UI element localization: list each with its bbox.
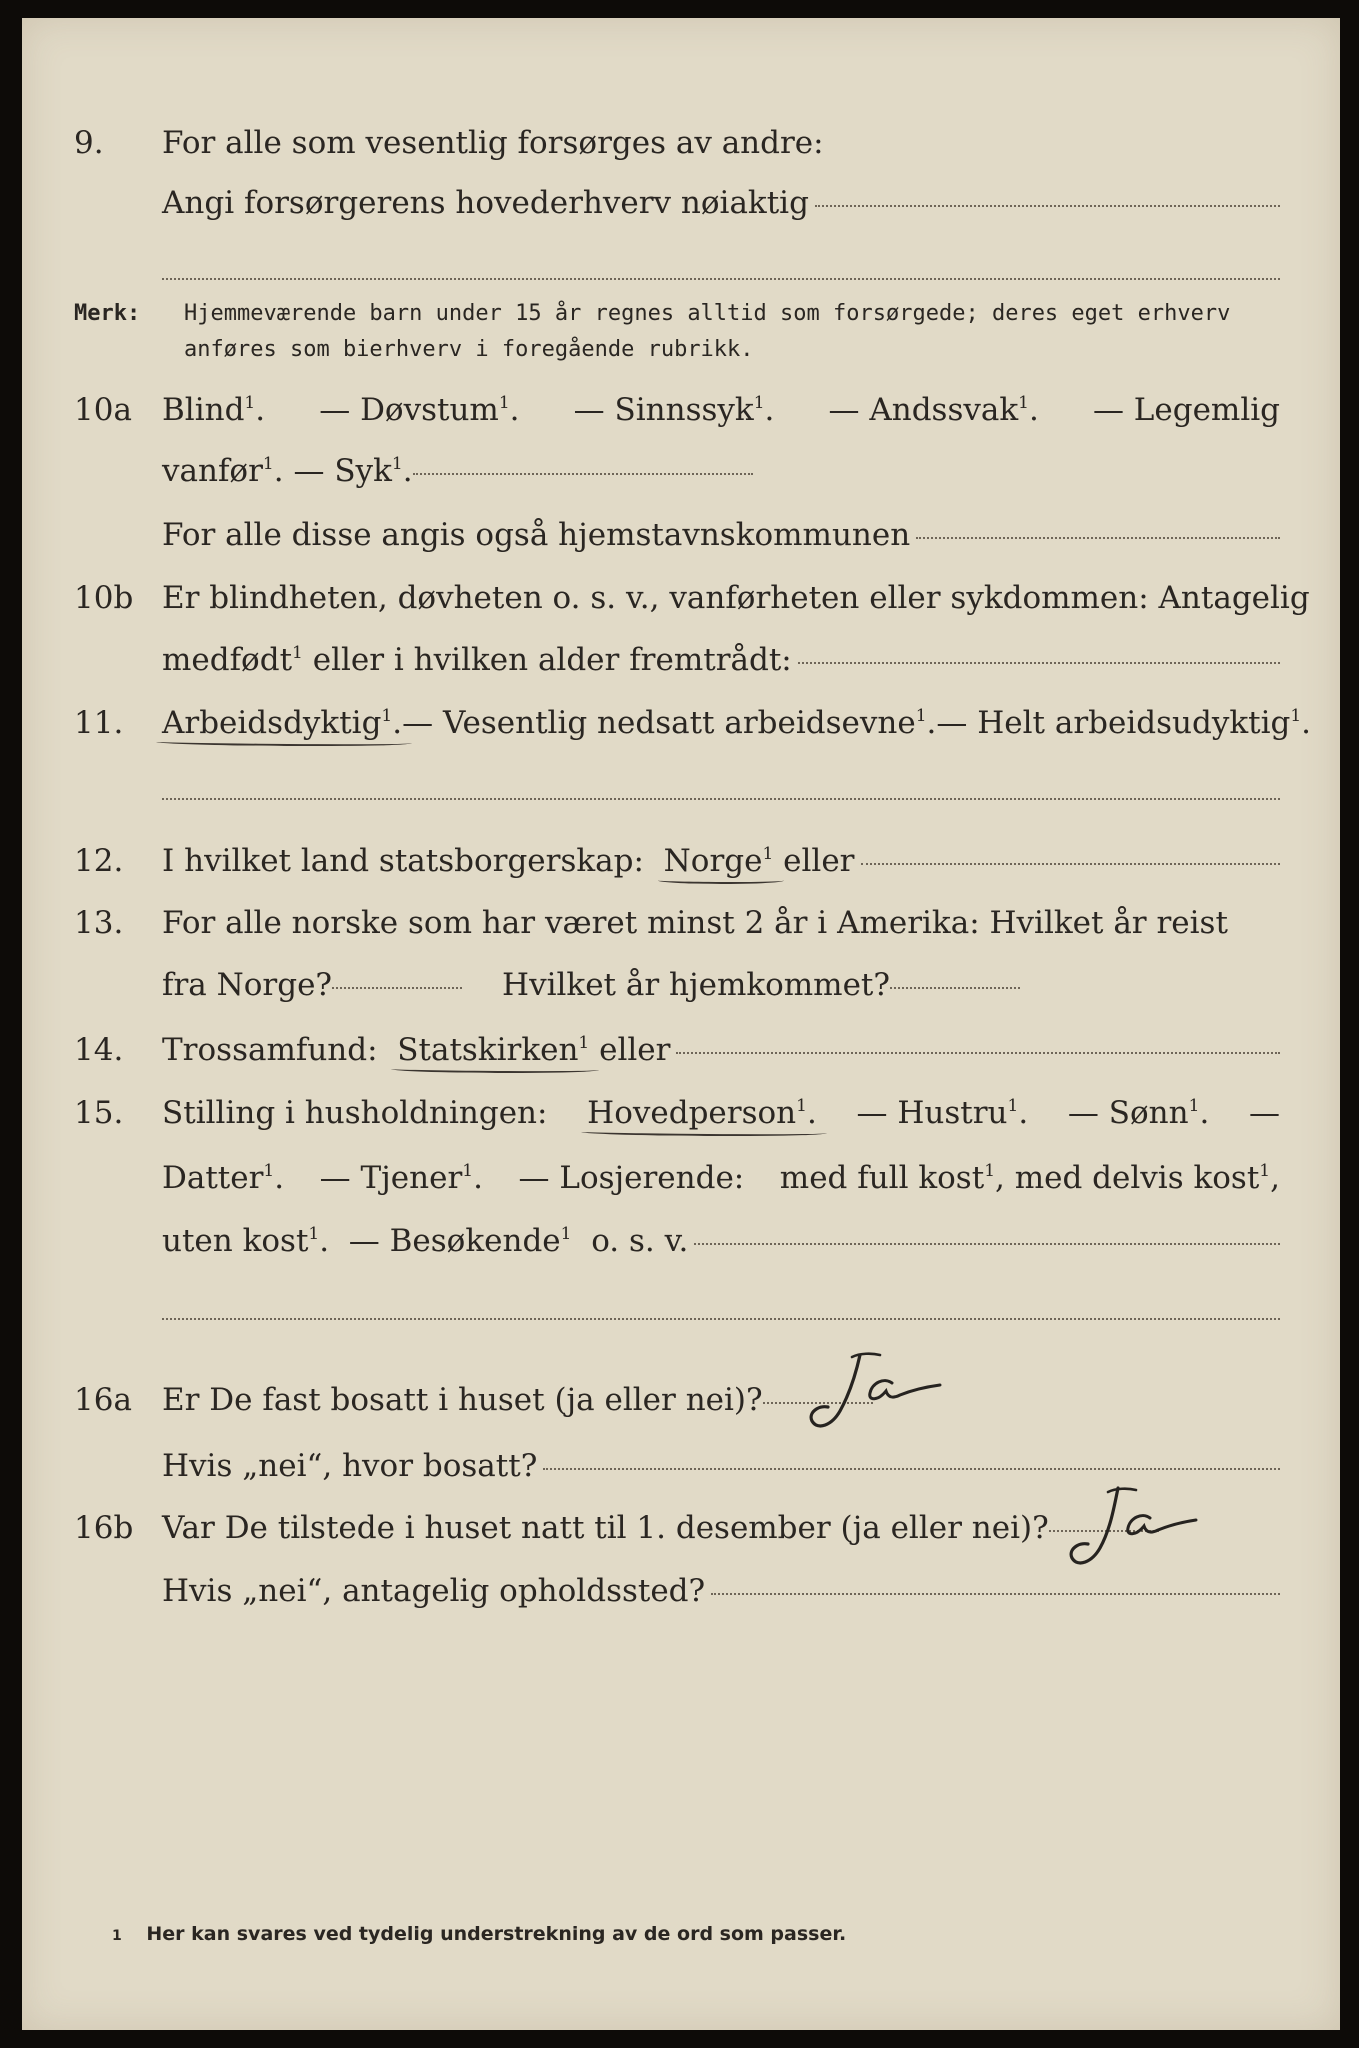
q10a-line-3 <box>22 510 1340 560</box>
q15-other-field[interactable] <box>694 1243 1280 1245</box>
q13-hjem-field[interactable] <box>890 987 1020 989</box>
q10a-number: 10a <box>74 392 132 428</box>
q14-prompt: Trossamfund: <box>162 1032 378 1068</box>
q9-number: 9. <box>74 125 104 161</box>
q12-number: 12. <box>74 843 124 879</box>
q13-line-2 <box>22 960 1340 1010</box>
q11-extra-line[interactable] <box>162 798 1280 800</box>
q15-opt-hustru[interactable]: — Hustru$^1$. <box>856 1095 1029 1131</box>
q14-answer-statskirken[interactable]: Statskirken$^1$ <box>397 1025 589 1075</box>
q10a-opt-legemlig[interactable]: — Legemlig <box>1092 392 1280 428</box>
q15-number: 15. <box>74 1095 124 1131</box>
q14-line <box>22 1025 1340 1075</box>
q10a-line-2 <box>22 446 1340 496</box>
q10b-question: Er blindheten, døvheten o. s. v., vanførheten eller sykdommen: Antagelig <box>162 580 1310 616</box>
q16a-bosatt-field[interactable] <box>543 1468 1280 1470</box>
q13-question: For alle norske som har været minst 2 år i Amerika: Hvilket år reist <box>162 905 1228 941</box>
q15-opt-besokende[interactable]: — Besøkende$^1$ <box>348 1223 572 1259</box>
q10b-alder-prompt: eller i hvilken alder fremtrådt: <box>312 642 792 678</box>
q14-eller: eller <box>599 1032 671 1068</box>
q11-number: 11. <box>74 705 124 741</box>
q11-opt-nedsatt[interactable]: — Vesentlig nedsatt arbeidsevne$^1$. <box>402 705 937 741</box>
q14-other-field[interactable] <box>676 1052 1280 1054</box>
q16b-nei-prompt: Hvis „nei“, antagelig opholdssted? <box>162 1573 706 1609</box>
q16a-handwritten-ja <box>800 1343 950 1443</box>
q13-number: 13. <box>74 905 124 941</box>
q15-line-3 <box>22 1216 1340 1266</box>
q15-dash: — <box>1249 1095 1280 1131</box>
q12-prompt: I hvilket land statsborgerskap: <box>162 843 644 879</box>
q10a-hjemstavn-field[interactable] <box>916 537 1280 539</box>
merk-label: Merk: <box>74 301 141 326</box>
q12-eller: eller <box>783 843 855 879</box>
merk-note <box>74 296 1280 376</box>
q15-line-2 <box>22 1153 1340 1203</box>
merk-text-1: Hjemmeværende barn under 15 år regnes alltid som forsørgede; deres eget erhverv <box>184 301 1231 326</box>
q10b-alder-field[interactable] <box>798 662 1280 664</box>
q10b-opt-medfodt[interactable]: medfødt$^1$ <box>162 642 303 678</box>
q16a-number: 16a <box>74 1382 132 1418</box>
q15-line-1 <box>22 1088 1340 1138</box>
q13-reist-field[interactable] <box>332 987 462 989</box>
q9-line-1 <box>22 118 1340 168</box>
q15-losjerende-label: — Losjerende: <box>518 1160 745 1196</box>
q15-opt-full-kost[interactable]: med full kost$^1$, med delvis kost$^1$, <box>779 1160 1280 1196</box>
q15-opt-uten-kost[interactable]: uten kost$^1$. <box>162 1223 349 1259</box>
q16a-line-1 <box>22 1375 1340 1425</box>
q10a-hjemstavn-prompt: For alle disse angis også hjemstavnskommunen <box>162 517 911 553</box>
q10a-opt-sinnssyk[interactable]: — Sinnssyk$^1$. <box>573 392 775 428</box>
q9-prompt: Angi forsørgerens hovederhverv nøiaktig <box>162 185 809 221</box>
q10a-opt-dovstum[interactable]: — Døvstum$^1$. <box>319 392 520 428</box>
q15-extra-line[interactable] <box>162 1318 1280 1320</box>
q16b-opholdssted-field[interactable] <box>711 1593 1280 1595</box>
q13-hjem-prompt: Hvilket år hjemkommet? <box>502 967 891 1003</box>
footnote <box>112 1923 846 1945</box>
q10b-line-1 <box>22 573 1340 623</box>
q10a-opt-blind[interactable]: Blind$^1$. <box>162 392 266 428</box>
q10a-syk-field[interactable] <box>413 473 753 475</box>
q9-question: For alle som vesentlig forsørges av andre: <box>162 125 824 161</box>
q10b-number: 10b <box>74 580 134 616</box>
q15-opt-hovedperson[interactable]: Hovedperson$^1$. <box>587 1088 817 1138</box>
q11-opt-udyktig[interactable]: — Helt arbeidsudyktig$^1$. <box>936 705 1312 741</box>
q10a-opt-vanfor[interactable]: vanfør$^1$. <box>162 453 294 489</box>
q11-opt-arbeidsdyktig[interactable]: Arbeidsdyktig$^1$. <box>162 698 402 748</box>
q15-osv: o. s. v. <box>591 1223 689 1259</box>
q12-line <box>22 836 1340 886</box>
q14-number: 14. <box>74 1032 124 1068</box>
q12-answer-norge[interactable]: Norge$^1$ <box>664 836 774 886</box>
q13-line-1 <box>22 898 1340 948</box>
q10a-opt-andssvak[interactable]: — Andssvak$^1$. <box>828 392 1039 428</box>
q9-extra-line[interactable] <box>162 278 1280 280</box>
q10a-line-1 <box>22 385 1340 435</box>
q16b-question: Var De tilstede i huset natt til 1. desember (ja eller nei)? <box>162 1510 1049 1546</box>
footnote-number: 1 <box>112 1928 122 1944</box>
q12-other-field[interactable] <box>861 863 1281 865</box>
q16b-number: 16b <box>74 1510 134 1546</box>
q15-opt-datter[interactable]: Datter$^1$. <box>162 1160 285 1196</box>
census-form-page <box>22 18 1340 2030</box>
q9-answer-field[interactable] <box>815 205 1280 207</box>
footnote-text: Her kan svares ved tydelig understrekning av de ord som passer. <box>146 1923 847 1945</box>
q9-line-2 <box>22 178 1340 228</box>
q13-reist-prompt: fra Norge? <box>162 967 333 1003</box>
merk-text-2: anføres som bierhverv i foregående rubrikk. <box>184 337 754 362</box>
q10a-opt-syk[interactable]: — Syk$^1$. <box>293 453 413 489</box>
q16b-line-2 <box>22 1566 1340 1616</box>
q15-opt-tjener[interactable]: — Tjener$^1$. <box>319 1160 483 1196</box>
q15-prompt: Stilling i husholdningen: <box>162 1095 548 1131</box>
q10b-line-2 <box>22 635 1340 685</box>
q16a-question: Er De fast bosatt i huset (ja eller nei)? <box>162 1382 763 1418</box>
q16a-nei-prompt: Hvis „nei“, hvor bosatt? <box>162 1448 538 1484</box>
q11-line <box>22 698 1340 748</box>
q15-opt-sonn[interactable]: — Sønn$^1$. <box>1067 1095 1210 1131</box>
